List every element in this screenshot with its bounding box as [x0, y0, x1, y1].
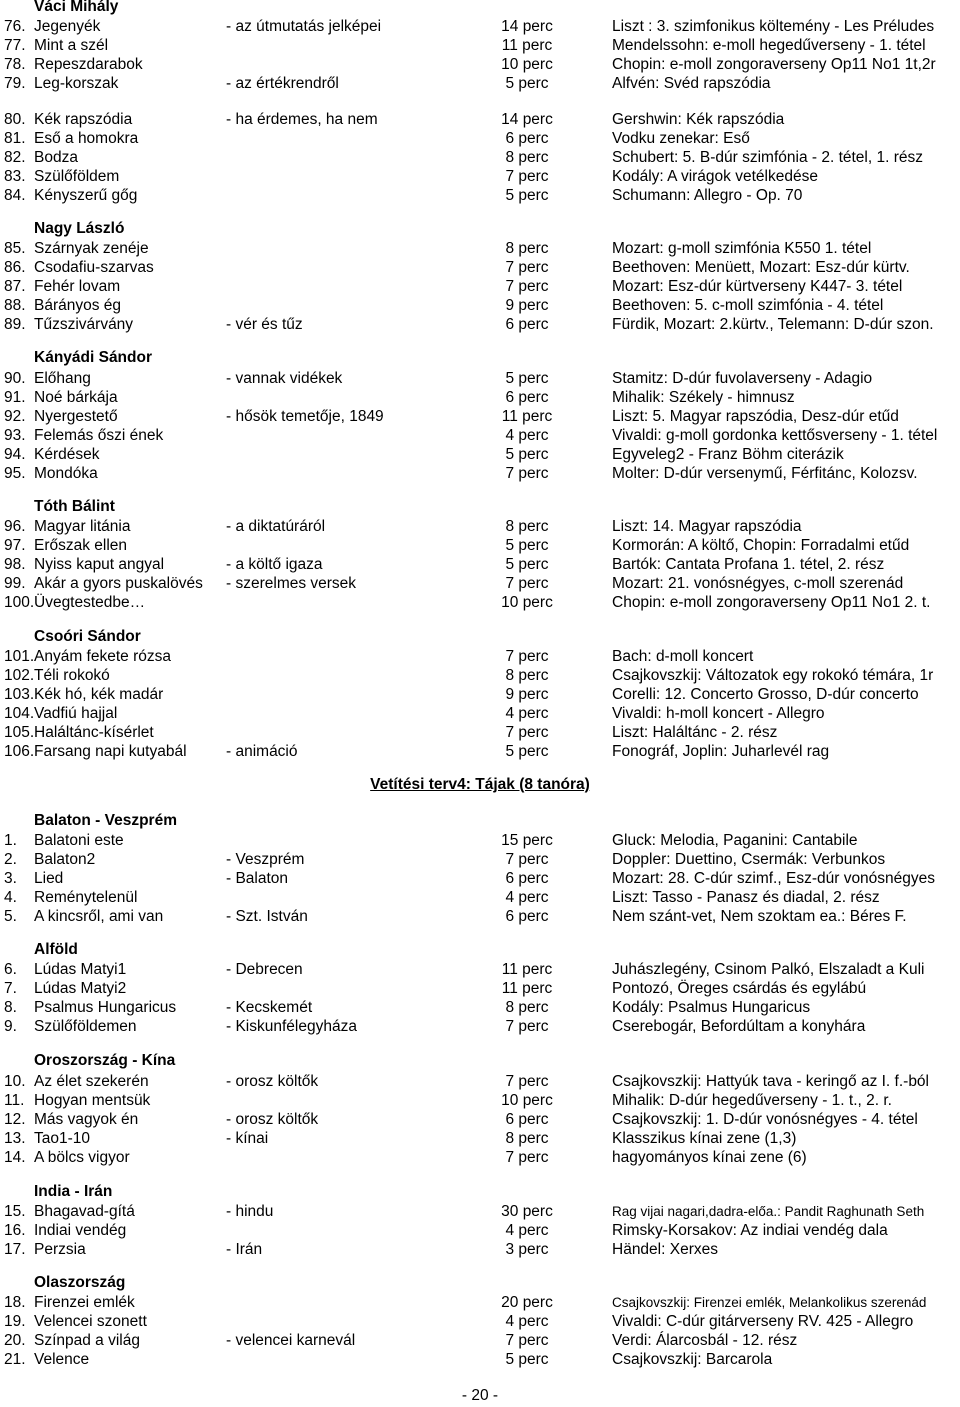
item-music: Kodály: Psalmus Hungaricus: [612, 999, 811, 1016]
item-duration: 4 perc: [505, 427, 549, 444]
item-duration: 7 perc: [505, 648, 549, 665]
item-subtitle: - a diktatúráról: [226, 518, 326, 535]
list-item: [0, 277, 960, 296]
item-duration: 15 perc: [501, 832, 553, 849]
item-subtitle: - orosz költők: [226, 1073, 319, 1090]
item-duration: 7 perc: [505, 1149, 549, 1166]
item-number: 12.: [4, 1111, 26, 1128]
item-duration: 7 perc: [505, 851, 549, 868]
item-music: Liszt : 3. szimfonikus költemény - Les Préludes: [612, 18, 935, 35]
plan-title: Vetítési terv4: Tájak (8 tanóra): [370, 776, 590, 793]
item-music: Mihalik: Székely - himnusz: [612, 389, 795, 406]
item-duration: 6 perc: [505, 130, 549, 147]
item-music: Kodály: A virágok vetélkedése: [612, 168, 818, 185]
list-item: [0, 186, 960, 205]
item-duration: 5 perc: [505, 75, 549, 92]
item-subtitle: - vannak vidékek: [226, 370, 343, 387]
item-duration: 7 perc: [505, 1018, 549, 1035]
item-subtitle: - Veszprém: [226, 851, 305, 868]
item-number: 78.: [4, 56, 26, 73]
item-number: 90.: [4, 370, 26, 387]
item-music: Klasszikus kínai zene (1,3): [612, 1130, 797, 1147]
item-duration: 11 perc: [501, 961, 553, 978]
item-music: Mozart: Esz-dúr kürtverseny K447- 3. tétel: [612, 278, 903, 295]
item-title: Tűzszivárvány: [34, 316, 134, 333]
item-duration: 8 perc: [505, 240, 549, 257]
item-number: 7.: [4, 980, 17, 997]
item-number: 103.: [4, 686, 35, 703]
item-title: Fehér lovam: [34, 278, 121, 295]
item-duration: 14 perc: [501, 111, 553, 128]
page-number: - 20 -: [461, 1387, 499, 1404]
item-music: Mozart: 21. vonósnégyes, c-moll szerenád: [612, 575, 904, 592]
list-item: [0, 1293, 960, 1312]
item-duration: 7 perc: [505, 278, 549, 295]
list-item: [0, 1017, 960, 1036]
item-number: 18.: [4, 1294, 26, 1311]
item-title: Akár a gyors puskalövés: [34, 575, 203, 592]
item-number: 9.: [4, 1018, 17, 1035]
item-title: A kincsről, ami van: [34, 908, 164, 925]
item-duration: 4 perc: [505, 889, 549, 906]
item-number: 93.: [4, 427, 26, 444]
item-number: 13.: [4, 1130, 26, 1147]
item-number: 80.: [4, 111, 26, 128]
item-duration: 5 perc: [505, 187, 549, 204]
item-number: 11.: [4, 1092, 25, 1109]
section-title: Kányádi Sándor: [34, 349, 152, 366]
item-music: Gluck: Melodia, Paganini: Cantabile: [612, 832, 858, 849]
item-duration: 6 perc: [505, 870, 549, 887]
item-music: Csajkovszkij: Hattyúk tava - keringő az I. f.-ból: [612, 1073, 930, 1090]
item-duration: 7 perc: [505, 465, 549, 482]
item-number: 94.: [4, 446, 26, 463]
item-title: Mint a szél: [34, 37, 109, 54]
item-music: Mozart: 28. C-dúr szimf., Esz-dúr vonósnégyes: [612, 870, 936, 887]
item-subtitle: - Kiskunfélegyháza: [226, 1018, 357, 1035]
item-music: Beethoven: 5. c-moll szimfónia - 4. tétel: [612, 297, 884, 314]
list-item: [0, 148, 960, 167]
item-number: 95.: [4, 465, 26, 482]
list-item: [0, 55, 960, 74]
item-title: Téli rokokó: [34, 667, 110, 684]
item-title: Vadfiú hajjal: [34, 705, 118, 722]
list-item: [0, 850, 960, 869]
list-item: [0, 110, 960, 129]
list-item: [0, 869, 960, 888]
list-item: [0, 1221, 960, 1240]
item-title: Csodafiu-szarvas: [34, 259, 154, 276]
list-item: [0, 555, 960, 574]
item-number: 106.: [4, 743, 35, 760]
item-subtitle: - animáció: [226, 743, 298, 760]
item-number: 10.: [4, 1073, 26, 1090]
item-duration: 11 perc: [501, 980, 553, 997]
list-item: [0, 407, 960, 426]
item-subtitle: - vér és tűz: [226, 316, 303, 333]
item-music: Csajkovszkij: 1. D-dúr vonósnégyes - 4. tétel: [612, 1111, 918, 1128]
list-item: [0, 536, 960, 555]
item-number: 2.: [4, 851, 17, 868]
item-number: 77.: [4, 37, 26, 54]
item-title: Kék hó, kék madár: [34, 686, 164, 703]
item-subtitle: - hindu: [226, 1203, 274, 1220]
item-number: 91.: [4, 389, 26, 406]
item-music: Mendelssohn: e-moll hegedűverseny - 1. tétel: [612, 37, 926, 54]
list-item: [0, 167, 960, 186]
list-item: [0, 369, 960, 388]
item-duration: 7 perc: [505, 575, 549, 592]
item-title: Noé bárkája: [34, 389, 118, 406]
list-item: [0, 998, 960, 1017]
list-item: [0, 445, 960, 464]
item-title: Magyar litánia: [34, 518, 131, 535]
item-duration: 7 perc: [505, 724, 549, 741]
item-title: Felemás őszi ének: [34, 427, 164, 444]
item-music: Pontozó, Öreges csárdás és egylábú: [612, 980, 867, 997]
item-subtitle: - az útmutatás jelképei: [226, 18, 382, 35]
item-number: 21.: [4, 1351, 26, 1368]
item-title: Velencei szonett: [34, 1313, 147, 1330]
list-item: [0, 1072, 960, 1091]
item-title: Szárnyak zenéje: [34, 240, 149, 257]
item-music: Liszt: 5. Magyar rapszódia, Desz-dúr etűd: [612, 408, 899, 425]
item-duration: 9 perc: [505, 686, 549, 703]
item-music: Mozart: g-moll szimfónia K550 1. tétel: [612, 240, 872, 257]
list-item: [0, 647, 960, 666]
item-music: Cserebogár, Befordúltam a konyhára: [612, 1018, 866, 1035]
item-music: Liszt: Haláltánc - 2. rész: [612, 724, 778, 741]
item-music: Fürdik, Mozart: 2.kürtv., Telemann: D-dúr szon.: [612, 316, 934, 333]
item-title: Az élet szekerén: [34, 1073, 149, 1090]
list-item: [0, 1240, 960, 1259]
item-duration: 10 perc: [501, 1092, 553, 1109]
section-title: Csoóri Sándor: [34, 628, 141, 645]
item-title: Indiai vendég: [34, 1222, 127, 1239]
item-music: Egyveleg2 - Franz Böhm citerázik: [612, 446, 844, 463]
item-duration: 8 perc: [505, 667, 549, 684]
item-number: 105.: [4, 724, 35, 741]
item-subtitle: - Debrecen: [226, 961, 303, 978]
item-subtitle: - ha érdemes, ha nem: [226, 111, 378, 128]
item-duration: 6 perc: [505, 1111, 549, 1128]
section-title: Nagy László: [34, 220, 125, 237]
section-title: Oroszország - Kína: [34, 1052, 176, 1069]
item-title: Más vagyok én: [34, 1111, 139, 1128]
item-title: Reménytelenül: [34, 889, 138, 906]
item-duration: 4 perc: [505, 1222, 549, 1239]
item-number: 102.: [4, 667, 35, 684]
item-music: Schubert: 5. B-dúr szimfónia - 2. tétel, 1. rész: [612, 149, 923, 166]
item-number: 76.: [4, 18, 26, 35]
list-item: [0, 1331, 960, 1350]
item-music: Mihalik: D-dúr hegedűverseny - 1. t., 2. r.: [612, 1092, 892, 1109]
item-duration: 5 perc: [505, 446, 549, 463]
item-music: Vivaldi: g-moll gordonka kettősverseny - 1. tétel: [612, 427, 938, 444]
item-duration: 6 perc: [505, 316, 549, 333]
item-music: Molter: D-dúr versenymű, Férfitánc, Kolozsv.: [612, 465, 918, 482]
item-title: Kérdések: [34, 446, 100, 463]
list-item: [0, 74, 960, 93]
item-subtitle: - Irán: [226, 1241, 263, 1258]
item-music: Vivaldi: C-dúr gitárverseny RV. 425 - Allegro: [612, 1313, 914, 1330]
list-item: [0, 258, 960, 277]
item-title: Lúdas Matyi1: [34, 961, 127, 978]
item-title: Mondóka: [34, 465, 98, 482]
item-subtitle: - szerelmes versek: [226, 575, 357, 592]
item-music: Kormorán: A költő, Chopin: Forradalmi etűd: [612, 537, 910, 554]
list-item: [0, 685, 960, 704]
item-music: Schumann: Allegro - Op. 70: [612, 187, 803, 204]
item-title: Színpad a világ: [34, 1332, 140, 1349]
item-duration: 9 perc: [505, 297, 549, 314]
item-duration: 11 perc: [501, 37, 553, 54]
item-duration: 5 perc: [505, 743, 549, 760]
item-number: 84.: [4, 187, 26, 204]
item-title: Kényszerű gőg: [34, 187, 138, 204]
list-item: [0, 907, 960, 926]
list-item: [0, 517, 960, 536]
item-title: Szülőföldem: [34, 168, 120, 185]
item-number: 86.: [4, 259, 26, 276]
item-title: Nyergestető: [34, 408, 118, 425]
item-title: A bölcs vigyor: [34, 1149, 130, 1166]
item-number: 15.: [4, 1203, 26, 1220]
item-duration: 5 perc: [505, 537, 549, 554]
item-title: Leg-korszak: [34, 75, 119, 92]
item-number: 4.: [4, 889, 17, 906]
item-music: Chopin: e-moll zongoraverseny Op11 No1 1t,2r: [612, 56, 936, 73]
item-duration: 8 perc: [505, 999, 549, 1016]
list-item: [0, 1129, 960, 1148]
item-title: Velence: [34, 1351, 90, 1368]
item-duration: 30 perc: [501, 1203, 553, 1220]
item-duration: 4 perc: [505, 1313, 549, 1330]
item-title: Bárányos ég: [34, 297, 122, 314]
item-subtitle: - az értékrendről: [226, 75, 339, 92]
item-subtitle: - hősök temetője, 1849: [226, 408, 384, 425]
item-number: 20.: [4, 1332, 26, 1349]
list-item: [0, 129, 960, 148]
item-subtitle: - a költő igaza: [226, 556, 323, 573]
list-item: [0, 1350, 960, 1369]
item-subtitle: - velencei karnevál: [226, 1332, 356, 1349]
item-music: Csajkovszkij: Barcarola: [612, 1351, 773, 1368]
item-number: 1.: [4, 832, 17, 849]
item-duration: 6 perc: [505, 389, 549, 406]
item-music: Bach: d-moll koncert: [612, 648, 754, 665]
item-music: Doppler: Duettino, Csermák: Verbunkos: [612, 851, 886, 868]
item-number: 104.: [4, 705, 35, 722]
item-number: 81.: [4, 130, 26, 147]
item-duration: 4 perc: [505, 705, 549, 722]
item-number: 89.: [4, 316, 26, 333]
item-duration: 3 perc: [505, 1241, 549, 1258]
item-music: hagyományos kínai zene (6): [612, 1149, 807, 1166]
list-item: [0, 666, 960, 685]
item-title: Bodza: [34, 149, 78, 166]
item-number: 101.: [4, 648, 35, 665]
item-title: Eső a homokra: [34, 130, 139, 147]
item-number: 100.: [4, 594, 35, 611]
item-music: Juhászlegény, Csinom Palkó, Elszaladt a Kuli: [612, 961, 925, 978]
item-duration: 20 perc: [501, 1294, 553, 1311]
item-title: Lúdas Matyi2: [34, 980, 127, 997]
list-item: [0, 723, 960, 742]
item-duration: 5 perc: [505, 556, 549, 573]
item-subtitle: - Balaton: [226, 870, 289, 887]
item-duration: 10 perc: [501, 594, 553, 611]
list-item: [0, 464, 960, 483]
list-item: [0, 742, 960, 761]
item-title: Anyám fekete rózsa: [34, 648, 171, 665]
item-title: Perzsia: [34, 1241, 86, 1258]
list-item: [0, 296, 960, 315]
item-music: Händel: Xerxes: [612, 1241, 718, 1258]
section-title: Olaszország: [34, 1274, 126, 1291]
item-music: Liszt: Tasso - Panasz és diadal, 2. rész: [612, 889, 880, 906]
item-duration: 7 perc: [505, 1332, 549, 1349]
item-duration: 6 perc: [505, 908, 549, 925]
list-item: [0, 17, 960, 36]
item-title: Előhang: [34, 370, 91, 387]
list-item: [0, 593, 960, 612]
item-duration: 7 perc: [505, 259, 549, 276]
section-title: Váci Mihály: [34, 0, 119, 15]
list-item: [0, 831, 960, 850]
item-music: Liszt: 14. Magyar rapszódia: [612, 518, 802, 535]
list-item: [0, 704, 960, 723]
item-music: Verdi: Álarcosbál - 12. rész: [612, 1332, 798, 1349]
item-music: Vodku zenekar: Eső: [612, 130, 750, 147]
list-item: [0, 888, 960, 907]
item-subtitle: - Kecskemét: [226, 999, 313, 1016]
item-number: 5.: [4, 908, 17, 925]
item-subtitle: - kínai: [226, 1130, 269, 1147]
item-subtitle: - orosz költők: [226, 1111, 319, 1128]
item-title: Firenzei emlék: [34, 1294, 135, 1311]
item-title: Tao1-10: [34, 1130, 91, 1147]
item-number: 96.: [4, 518, 26, 535]
item-number: 17.: [4, 1241, 26, 1258]
list-item: [0, 1202, 960, 1221]
list-item: [0, 1312, 960, 1331]
list-item: [0, 1091, 960, 1110]
list-item: [0, 1110, 960, 1129]
item-title: Hogyan mentsük: [34, 1092, 151, 1109]
item-music: Chopin: e-moll zongoraverseny Op11 No1 2. t.: [612, 594, 931, 611]
list-item: [0, 426, 960, 445]
item-number: 98.: [4, 556, 26, 573]
item-duration: 5 perc: [505, 1351, 549, 1368]
item-number: 6.: [4, 961, 17, 978]
item-music: Beethoven: Menüett, Mozart: Esz-dúr kürtv.: [612, 259, 910, 276]
section-title: India - Irán: [34, 1183, 113, 1200]
item-duration: 14 perc: [501, 18, 553, 35]
item-number: 87.: [4, 278, 26, 295]
item-number: 16.: [4, 1222, 26, 1239]
section-title: Tóth Bálint: [34, 498, 115, 515]
item-number: 14.: [4, 1149, 26, 1166]
item-number: 99.: [4, 575, 26, 592]
list-item: [0, 388, 960, 407]
item-music: Csajkovszkij: Változatok egy rokokó témára, 1r: [612, 667, 934, 684]
item-title: Kék rapszódia: [34, 111, 133, 128]
item-number: 79.: [4, 75, 26, 92]
list-item: [0, 574, 960, 593]
item-title: Erőszak ellen: [34, 537, 128, 554]
item-duration: 10 perc: [501, 56, 553, 73]
item-number: 19.: [4, 1313, 26, 1330]
item-title: Bhagavad-gítá: [34, 1203, 135, 1220]
item-music: Corelli: 12. Concerto Grosso, D-dúr concerto: [612, 686, 919, 703]
item-number: 82.: [4, 149, 26, 166]
list-item: [0, 960, 960, 979]
item-duration: 7 perc: [505, 1073, 549, 1090]
list-item: [0, 1148, 960, 1167]
item-number: 97.: [4, 537, 26, 554]
item-duration: 7 perc: [505, 168, 549, 185]
item-music: Csajkovszkij: Firenzei emlék, Melankolikus szerenád: [612, 1295, 927, 1310]
list-item: [0, 36, 960, 55]
item-number: 83.: [4, 168, 26, 185]
item-title: Jegenyék: [34, 18, 101, 35]
item-number: 3.: [4, 870, 17, 887]
item-music: Nem szánt-vet, Nem szoktam ea.: Béres F.: [612, 908, 907, 925]
item-title: Balaton2: [34, 851, 96, 868]
item-title: Farsang napi kutyabál: [34, 743, 187, 760]
item-number: 88.: [4, 297, 26, 314]
item-music: Vivaldi: h-moll koncert - Allegro: [612, 705, 825, 722]
item-title: Balatoni este: [34, 832, 124, 849]
item-title: Szülőföldemen: [34, 1018, 137, 1035]
item-title: Haláltánc-kísérlet: [34, 724, 154, 741]
item-music: Alfvén: Svéd rapszódia: [612, 75, 771, 92]
section-title: Alföld: [34, 941, 78, 958]
list-item: [0, 315, 960, 334]
list-item: [0, 979, 960, 998]
item-duration: 5 perc: [505, 370, 549, 387]
list-item: [0, 239, 960, 258]
item-duration: 8 perc: [505, 149, 549, 166]
item-music: Gershwin: Kék rapszódia: [612, 111, 785, 128]
item-music: Stamitz: D-dúr fuvolaverseny - Adagio: [612, 370, 873, 387]
item-number: 92.: [4, 408, 26, 425]
item-subtitle: - Szt. István: [226, 908, 308, 925]
item-duration: 8 perc: [505, 518, 549, 535]
item-title: Üvegtestedbe…: [34, 594, 146, 611]
item-number: 85.: [4, 240, 26, 257]
item-music: Bartók: Cantata Profana 1. tétel, 2. rész: [612, 556, 885, 573]
item-music: Rag vijai nagari,dadra-előa.: Pandit Raghunath Seth: [612, 1204, 925, 1219]
item-duration: 11 perc: [501, 408, 553, 425]
item-music: Rimsky-Korsakov: Az indiai vendég dala: [612, 1222, 888, 1239]
item-title: Lied: [34, 870, 64, 887]
item-title: Psalmus Hungaricus: [34, 999, 177, 1016]
section-title: Balaton - Veszprém: [34, 812, 177, 829]
item-title: Nyiss kaput angyal: [34, 556, 165, 573]
item-music: Fonográf, Joplin: Juharlevél rag: [612, 743, 830, 760]
item-number: 8.: [4, 999, 17, 1016]
item-title: Repeszdarabok: [34, 56, 143, 73]
item-duration: 8 perc: [505, 1130, 549, 1147]
